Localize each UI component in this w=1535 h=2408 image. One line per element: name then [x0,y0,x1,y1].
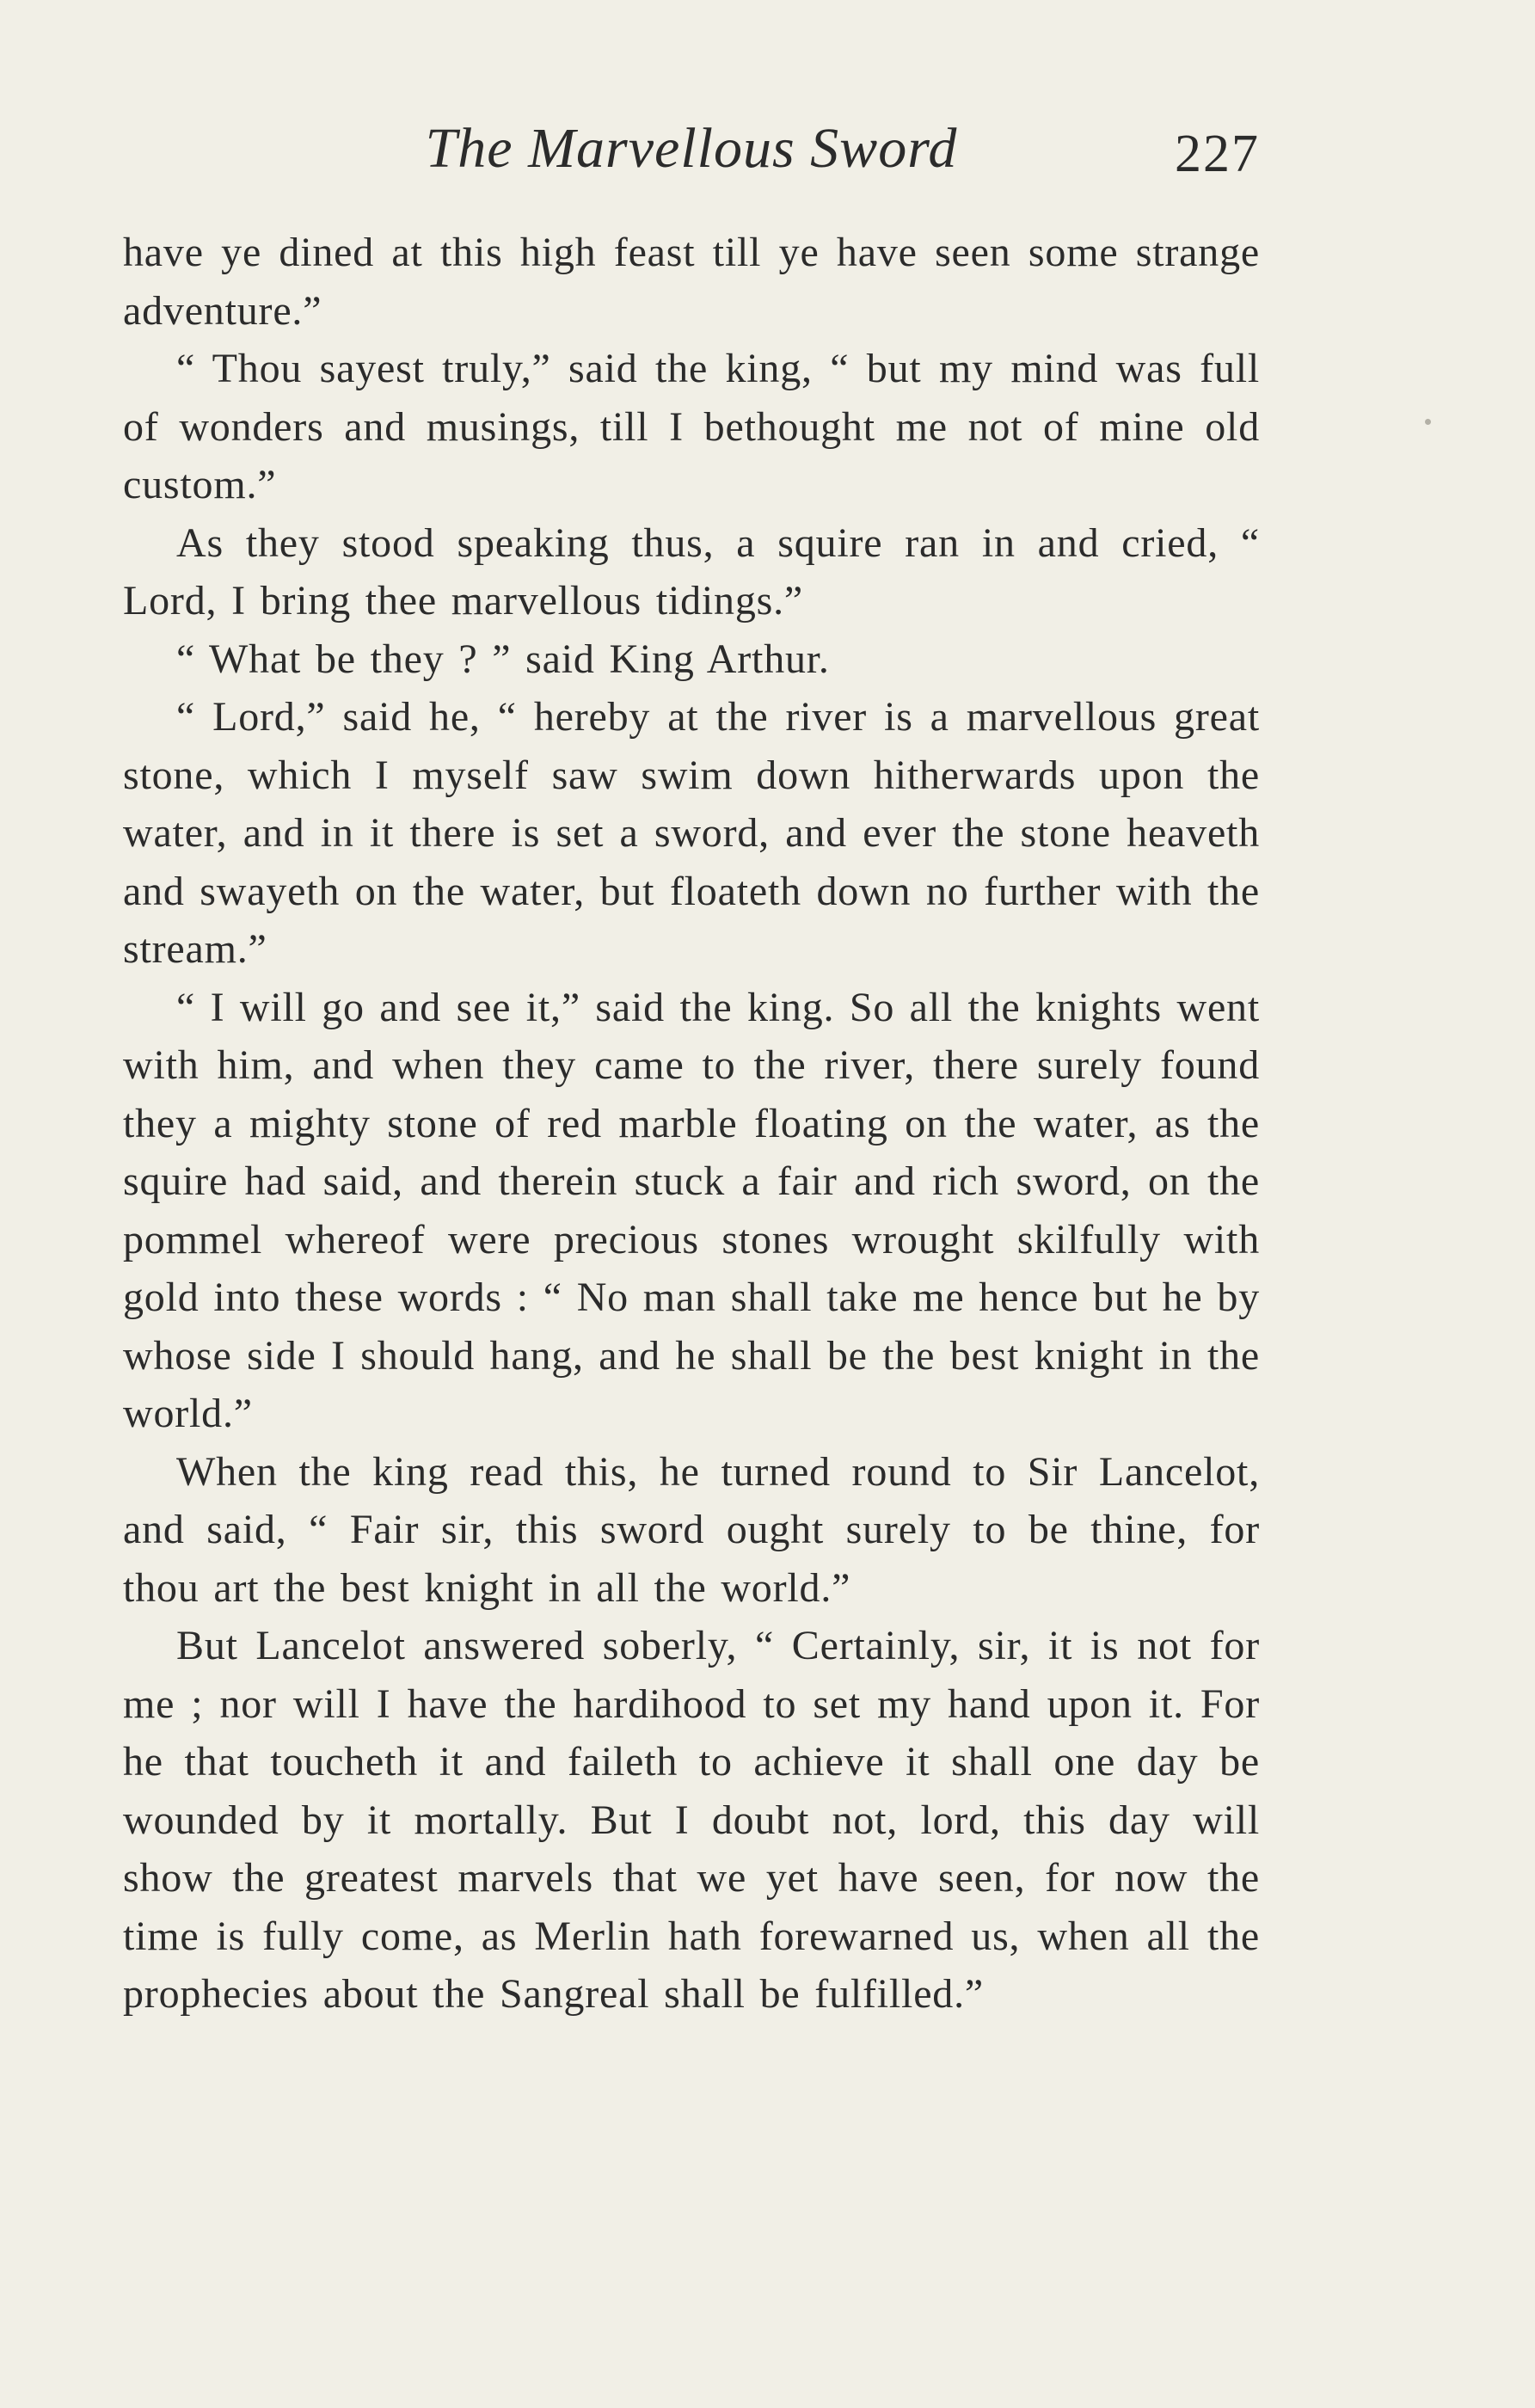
paragraph: have ye dined at this high feast till ye have seen some strange adventure.” [123,230,1260,334]
paragraph: “ What be they ? ” said King Arthur. [176,636,830,682]
paragraph: “ I will go and see it,” said the king. So all the knights went with him, and when they came to the river, there surely found they a mighty stone of red marble floating on the water, as the squire had said, and therein stuck a fair and rich sword, on the pommel whereof were precious stones wrought skilfully with gold into these words : “ No man shall take me hence but he by whose side I should hang, and he shall be the best knight in the world.” [123,984,1260,1436]
paragraph: “ Thou sayest truly,” said the king, “ but my mind was full of wonders and musings, till I bethought me not of mine old custom.” [123,346,1260,507]
body-text [123,224,1260,2024]
page-number: 227 [1175,125,1260,183]
paragraph: “ Lord,” said he, “ hereby at the river is a marvellous great stone, which I myself saw swim down hitherwards upon the water, and in it there is set a sword, and ever the stone heaveth and swayeth on the water, but floateth down no further with the stream.” [123,694,1260,972]
paragraph: As they stood speaking thus, a squire ran in and cried, “ Lord, I bring thee marvellous tidings.” [123,519,1260,624]
running-title: The Marvellous Sword [425,117,958,180]
paragraph: But Lancelot answered soberly, “ Certainly, sir, it is not for me ; nor will I have the hardihood to set my hand upon it. For he that toucheth it and faileth to achieve it shall one day be wounded by it mortally. But I doubt not, lord, this day will show the greatest marvels that we yet have seen, for now the time is fully come, as Merlin hath forewarned us, when all the prophecies about the Sangreal shall be fulfilled.” [123,1623,1260,2017]
paragraph: When the king read this, he turned round to Sir Lancelot, and said, “ Fair sir, this sword ought surely to be thine, for thou art the best knight in all the world.” [123,1448,1260,1611]
running-head [123,110,1260,187]
paper-speck [1425,419,1431,425]
